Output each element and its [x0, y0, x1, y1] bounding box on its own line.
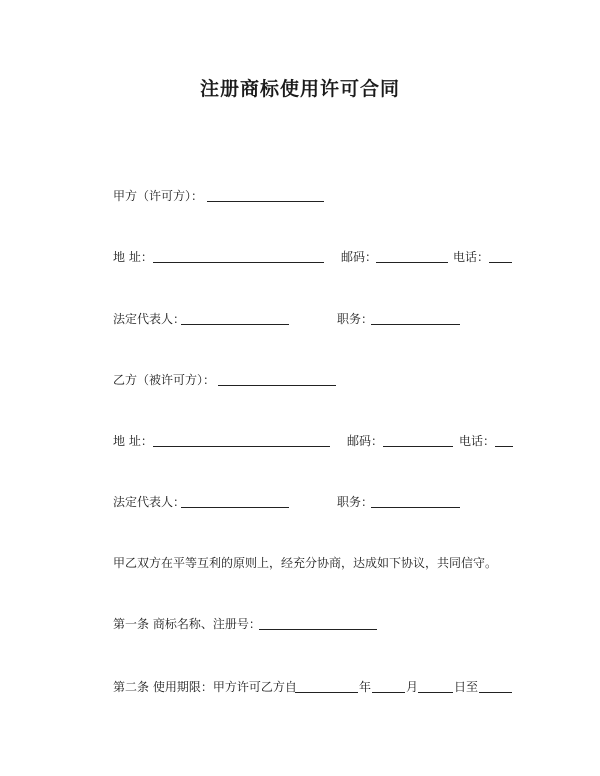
- party-a-postcode-label: 邮码：: [341, 250, 378, 264]
- month-label: 月: [406, 680, 419, 694]
- party-a-phone-field[interactable]: [489, 262, 512, 263]
- party-a-phone-label: 电话：: [453, 250, 490, 264]
- party-a-name-field[interactable]: [207, 201, 324, 202]
- party-b-address-field[interactable]: [153, 446, 330, 447]
- article-2-label: 第二条 使用期限：甲方许可乙方自: [113, 680, 297, 694]
- article-1-label: 第一条 商标名称、注册号：: [113, 617, 261, 631]
- start-year-field[interactable]: [295, 692, 358, 693]
- party-b-phone-label: 电话：: [459, 434, 496, 448]
- day-to-label: 日至: [454, 680, 479, 694]
- party-b-address-label: 地 址：: [113, 434, 153, 448]
- party-b-position-field[interactable]: [371, 507, 460, 508]
- trademark-name-field[interactable]: [259, 629, 377, 630]
- party-a-address-field[interactable]: [153, 262, 324, 263]
- party-b-postcode-label: 邮码：: [347, 434, 384, 448]
- party-b-label: 乙方（被许可方）：: [113, 373, 216, 387]
- party-a-position-label: 职务：: [337, 312, 374, 326]
- party-b-phone-field[interactable]: [495, 446, 513, 447]
- start-month-field[interactable]: [372, 692, 405, 693]
- end-year-field[interactable]: [479, 692, 512, 693]
- party-b-position-label: 职务：: [337, 495, 374, 509]
- page-title: 注册商标使用许可合同: [199, 78, 400, 100]
- party-a-rep-label: 法定代表人：: [113, 312, 186, 326]
- party-a-label: 甲方（许可方）：: [113, 189, 204, 203]
- party-b-name-field[interactable]: [218, 385, 336, 386]
- party-a-postcode-field[interactable]: [376, 262, 448, 263]
- party-a-address-label: 地 址：: [113, 250, 153, 264]
- party-a-position-field[interactable]: [371, 324, 460, 325]
- year-label: 年: [359, 680, 372, 694]
- party-b-rep-label: 法定代表人：: [113, 495, 186, 509]
- party-b-postcode-field[interactable]: [383, 446, 453, 447]
- agreement-text: 甲乙双方在平等互利的原则上，经充分协商，达成如下协议，共同信守。: [113, 556, 498, 570]
- start-day-field[interactable]: [418, 692, 453, 693]
- party-b-rep-field[interactable]: [181, 507, 289, 508]
- party-a-rep-field[interactable]: [181, 324, 289, 325]
